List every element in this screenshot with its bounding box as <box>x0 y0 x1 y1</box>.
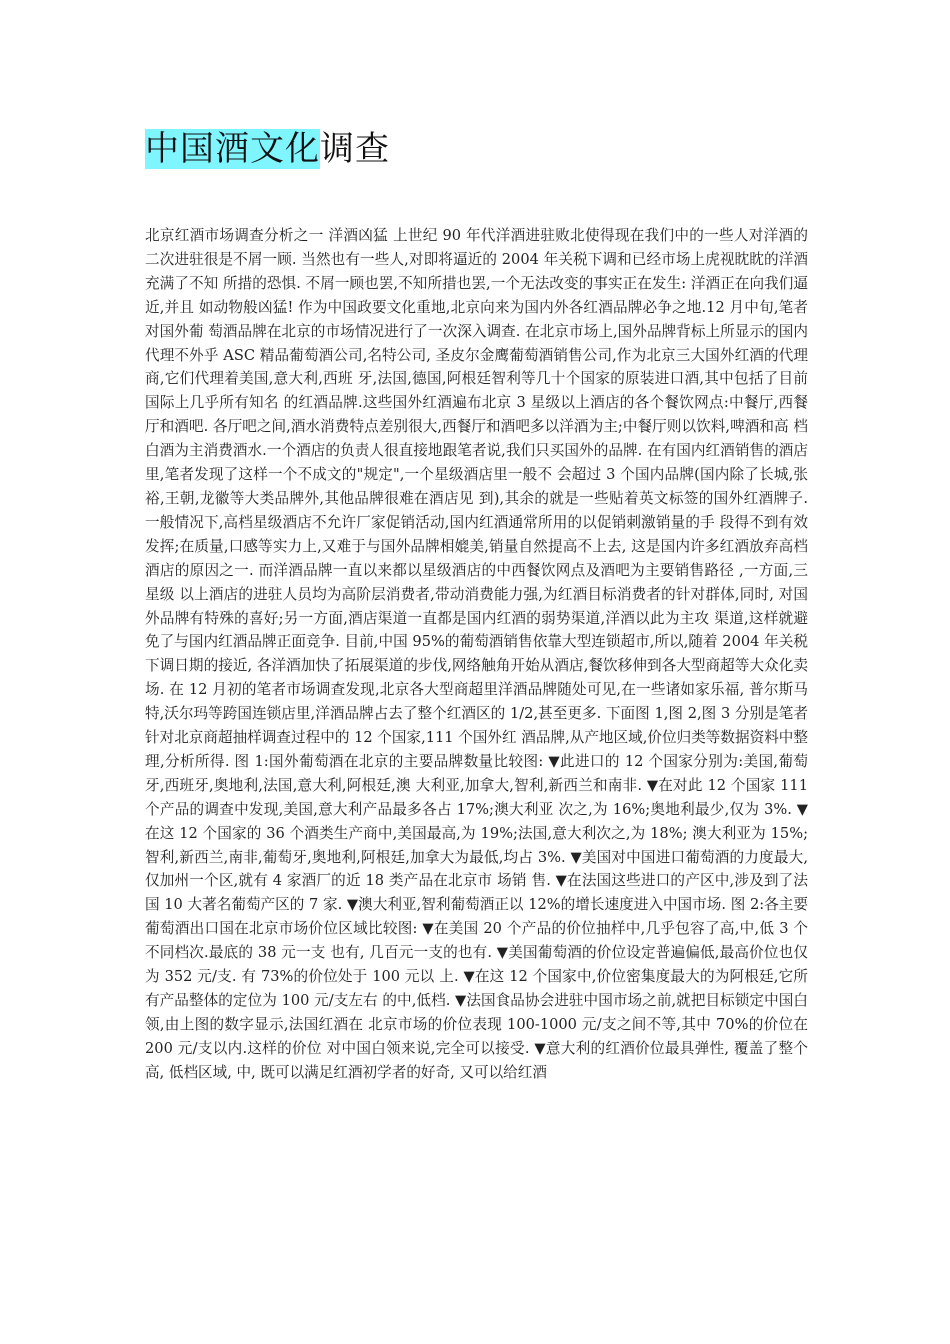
title-highlighted-text: 中国酒文化 <box>145 129 320 169</box>
document-title <box>145 128 390 170</box>
title-rest-text: 调查 <box>320 129 390 169</box>
body-paragraph: 北京红酒市场调查分析之一 洋酒凶猛 上世纪 90 年代洋酒进驻败北使得现在我们中的一些人对洋酒的二次进驻很是不屑一顾. 当然也有一些人,对即将逼近的 2004 年关税下调和已经市场上虎视眈眈的洋酒充满了不知 所措的恐惧. 不屑一顾也罢,不知所措也罢,一个无法改变的事实正在发生: 洋酒正在向我们逼近,并且 如动物般凶猛! 作为中国政要文化重地,北京向来为国内外各红酒品牌必争之地.12 月中旬,笔者对国外葡 萄酒品牌在北京的市场情况进行了一次深入调查. 在北京市场上,国外品牌背标上所显示的国内代理不外乎 ASC 精品葡萄酒公司,名特公司, 圣皮尔金鹰葡萄酒销售公司,作为北京三大国外红酒的代理商,它们代理着美国,意大利,西班 牙,法国,德国,阿根廷智利等几十个国家的原装进口酒,其中包括了目前国际上几乎所有知名 的红酒品牌.这些国外红酒遍布北京 3 星级以上酒店的各个餐饮网点:中餐厅,西餐厅和酒吧. 各厅吧之间,酒水消费特点差别很大,西餐厅和酒吧多以洋酒为主;中餐厅则以饮料,啤酒和高 档白酒为主消费酒水.一个酒店的负责人很直接地跟笔者说,我们只买国外的品牌. 在有国内红酒销售的酒店里,笔者发现了这样一个不成文的"规定",一个星级酒店里一般不 会超过 3 个国内品牌(国内除了长城,张裕,王朝,龙徽等大类品牌外,其他品牌很难在酒店见 到),其余的就是一些贴着英文标签的国外红酒牌子. 一般情况下,高档星级酒店不允许厂家促销活动,国内红酒通常所用的以促销刺激销量的手 段得不到有效发挥;在质量,口感等实力上,又难于与国外品牌相媲美,销量自然提高不上去, 这是国内许多红酒放弃高档酒店的原因之一. 而洋酒品牌一直以来都以星级酒店的中西餐饮网点及酒吧为主要销售路径 ,一方面,三星级 以上酒店的进驻人员均为高阶层消费者,带动消费能力强,为红酒目标消费者的针对群体,同时, 对国外品牌有特殊的喜好;另一方面,酒店渠道一直都是国内红酒的弱势渠道,洋酒以此为主攻 渠道,这样就避免了与国内红酒品牌正面竞争. 目前,中国 95%的葡萄酒销售依靠大型连锁超市,所以,随着 2004 年关税下调日期的接近, 各洋酒加快了拓展渠道的步伐,网络触角开始从酒店,餐饮移伸到各大型商超等大众化卖场. 在 12 月初的笔者市场调查发现,北京各大型商超里洋酒品牌随处可见,在一些诸如家乐福, 普尔斯马特,沃尔玛等跨国连锁店里,洋酒品牌占去了整个红酒区的 1/2,甚至更多. 下面图 1,图 2,图 3 分别是笔者针对北京商超抽样调查过程中的 12 个国家,111 个国外红 酒品牌,从产地区域,价位归类等数据资料中整理,分析所得. 图 1:国外葡萄酒在北京的主要品牌数量比较图: ▼此进口的 12 个国家分别为:美国,葡萄牙,西班牙,奥地利,法国,意大利,阿根廷,澳 大利亚,加拿大,智利,新西兰和南非. ▼在对此 12 个国家 111 个产品的调查中发现,美国,意大利产品最多各占 17%;澳大利亚 次之,为 16%;奥地利最少,仅为 3%. ▼在这 12 个国家的 36 个酒类生产商中,美国最高,为 19%;法国,意大利次之,为 18%; 澳大利亚为 15%;智利,新西兰,南非,葡萄牙,奥地利,阿根廷,加拿大为最低,均占 3%. ▼美国对中国进口葡萄酒的力度最大,仅加州一个区,就有 4 家酒厂的近 18 类产品在北京市 场销 售. ▼在法国这些进口的产区中,涉及到了法国 10 大著名葡萄产区的 7 家. ▼澳大利亚,智利葡萄酒正以 12%的增长速度进入中国市场. 图 2:各主要葡萄酒出口国在北京市场价位区域比较图: ▼在美国 20 个产品的价位抽样中,几乎包容了高,中,低 3 个不同档次.最底的 38 元一支 也有, 几百元一支的也有. ▼美国葡萄酒的价位设定普遍偏低,最高价位也仅为 352 元/支. 有 73%的价位处于 100 元以 上. ▼在这 12 个国家中,价位密集度最大的为阿根廷,它所有产品整体的定位为 100 元/支左右 的中,低档. ▼法国食品协会进驻中国市场之前,就把目标锁定中国白领,由上图的数字显示,法国红酒在 北京市场的价位表现 100-1000 元/支之间不等,其中 70%的价位在 200 元/支以内.这样的价位 对中国白领来说,完全可以接受. ▼意大利的红酒价位最具弹性, 覆盖了整个高, 低档区域, 中, 既可以满足红酒初学者的好奇, 又可以给红酒 <box>145 227 808 1081</box>
